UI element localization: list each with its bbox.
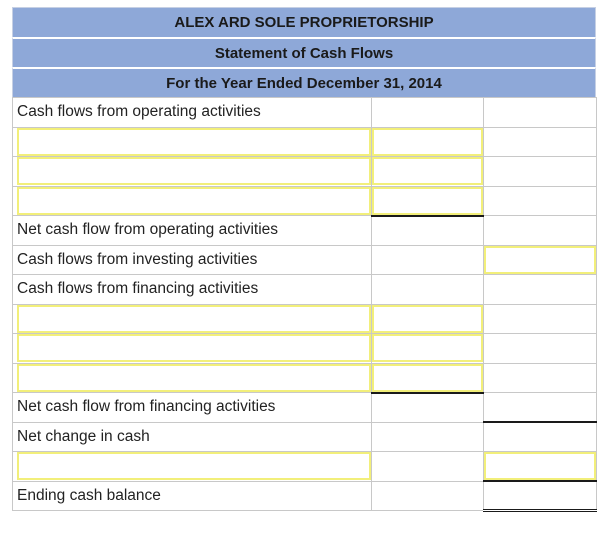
empty-cell xyxy=(372,422,484,452)
table-row xyxy=(13,275,597,305)
operating-item-3-amount-input[interactable] xyxy=(372,187,483,215)
statement-title: Statement of Cash Flows xyxy=(12,37,596,67)
financing-activities-label: Cash flows from financing activities xyxy=(13,275,372,305)
financing-item-3-amount-input[interactable] xyxy=(372,364,483,392)
ending-balance-label: Ending cash balance xyxy=(13,481,372,511)
table-row xyxy=(13,422,597,452)
empty-cell xyxy=(484,216,597,246)
empty-cell xyxy=(372,98,484,128)
empty-cell xyxy=(484,275,597,305)
empty-cell xyxy=(484,157,597,187)
beginning-balance-amount-input[interactable] xyxy=(484,452,596,480)
table-row xyxy=(13,334,597,364)
table-row xyxy=(13,481,597,511)
beginning-balance-label-input[interactable] xyxy=(17,452,371,480)
empty-cell xyxy=(372,216,484,246)
table-row xyxy=(13,245,597,275)
operating-item-3-label-input[interactable] xyxy=(17,187,371,215)
company-name: ALEX ARD SOLE PROPRIETORSHIP xyxy=(12,7,596,37)
table-row xyxy=(13,98,597,128)
net-change-total-cell xyxy=(484,422,597,452)
cash-flow-statement xyxy=(12,7,596,512)
financing-item-2-label-input[interactable] xyxy=(17,334,371,362)
table-row xyxy=(13,127,597,157)
empty-cell xyxy=(484,127,597,157)
net-operating-label: Net cash flow from operating activities xyxy=(13,216,372,246)
investing-activities-label: Cash flows from investing activities xyxy=(13,245,372,275)
net-financing-label: Net cash flow from financing activities xyxy=(13,393,372,423)
empty-cell xyxy=(372,481,484,511)
empty-cell xyxy=(372,452,484,482)
table-row xyxy=(13,186,597,216)
empty-cell xyxy=(372,245,484,275)
net-financing-total-cell xyxy=(484,393,597,423)
table-row xyxy=(13,393,597,423)
financing-item-1-label-input[interactable] xyxy=(17,305,371,333)
ending-balance-total-cell xyxy=(484,481,597,511)
financing-item-3-label-input[interactable] xyxy=(17,364,371,392)
empty-cell xyxy=(484,186,597,216)
table-row xyxy=(13,157,597,187)
operating-item-2-amount-input[interactable] xyxy=(372,157,483,185)
table-row xyxy=(13,363,597,393)
empty-cell xyxy=(484,304,597,334)
empty-cell xyxy=(484,98,597,128)
empty-cell xyxy=(484,334,597,364)
financing-item-2-amount-input[interactable] xyxy=(372,334,483,362)
operating-item-2-label-input[interactable] xyxy=(17,157,371,185)
operating-item-1-amount-input[interactable] xyxy=(372,128,483,156)
table-row xyxy=(13,216,597,246)
table-row xyxy=(13,304,597,334)
statement-table xyxy=(12,97,597,512)
empty-cell xyxy=(484,363,597,393)
table-row xyxy=(13,452,597,482)
statement-period: For the Year Ended December 31, 2014 xyxy=(12,67,596,97)
empty-cell xyxy=(372,275,484,305)
empty-cell xyxy=(372,393,484,423)
operating-activities-label: Cash flows from operating activities xyxy=(13,98,372,128)
net-change-label: Net change in cash xyxy=(13,422,372,452)
financing-item-1-amount-input[interactable] xyxy=(372,305,483,333)
operating-item-1-label-input[interactable] xyxy=(17,128,371,156)
investing-amount-input[interactable] xyxy=(484,246,596,274)
